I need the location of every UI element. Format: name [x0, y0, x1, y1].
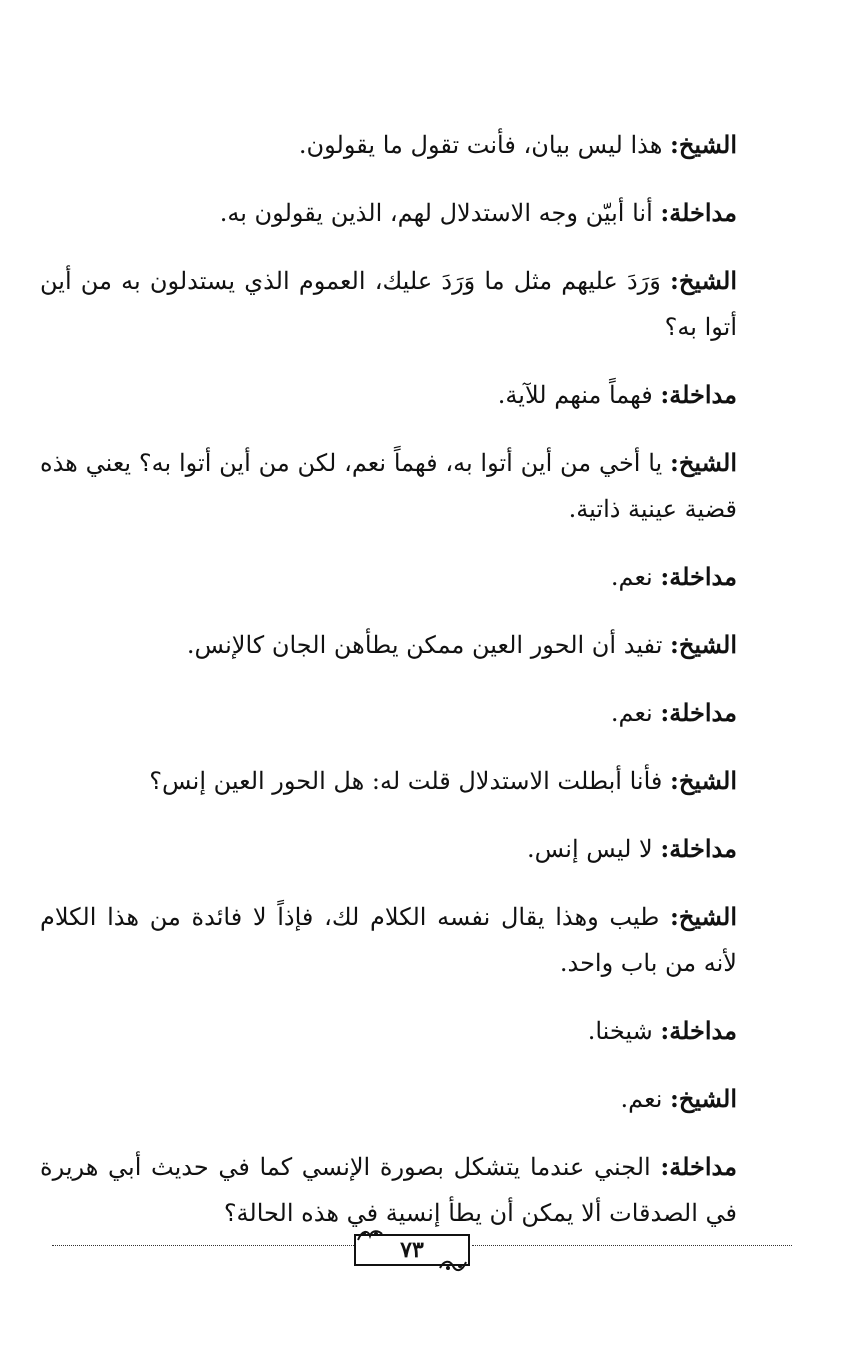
paragraph	[40, 894, 737, 986]
speaker-label: الشيخ:	[670, 902, 737, 931]
paragraph-text: لا ليس إنس.	[527, 835, 661, 863]
paragraph	[40, 690, 737, 736]
page-number-box	[354, 1234, 470, 1266]
speaker-label: الشيخ:	[670, 766, 737, 795]
speaker-label: مداخلة:	[660, 198, 737, 227]
paragraph	[40, 1144, 737, 1236]
speaker-label: مداخلة:	[660, 698, 737, 727]
paragraph-text: فأنا أبطلت الاستدلال قلت له: هل الحور العين إنس؟	[149, 767, 671, 795]
paragraph-text: نعم.	[610, 563, 661, 591]
dialogue-text	[40, 122, 737, 1258]
page-number: ٧٣	[400, 1237, 424, 1263]
footer-divider-left	[52, 1245, 354, 1246]
page-footer	[52, 1232, 792, 1272]
paragraph-text: نعم.	[620, 1085, 671, 1113]
speaker-label: مداخلة:	[660, 1152, 737, 1181]
paragraph-text: تفيد أن الحور العين ممكن يطأهن الجان كالإنس.	[186, 631, 671, 659]
paragraph	[40, 554, 737, 600]
paragraph	[40, 372, 737, 418]
paragraph	[40, 122, 737, 168]
speaker-label: مداخلة:	[660, 380, 737, 409]
paragraph-text: طيب وهذا يقال نفسه الكلام لك، فإذاً لا فائدة من هذا الكلام لأنه من باب واحد.	[40, 903, 737, 977]
paragraph	[40, 622, 737, 668]
speaker-label: الشيخ:	[670, 130, 737, 159]
paragraph	[40, 258, 737, 350]
speaker-label: الشيخ:	[670, 448, 737, 477]
paragraph-text: فهماً منهم للآية.	[497, 381, 661, 409]
speaker-label: الشيخ:	[670, 630, 737, 659]
speaker-label: مداخلة:	[660, 1016, 737, 1045]
paragraph	[40, 758, 737, 804]
speaker-label: الشيخ:	[670, 266, 737, 295]
footer-divider-right	[472, 1245, 792, 1246]
corner-ornament-icon	[438, 1258, 468, 1274]
paragraph-text: شيخنا.	[587, 1017, 661, 1045]
paragraph-text: وَرَدَ عليهم مثل ما وَرَدَ عليك، العموم الذي يستدلون به من أين أتوا به؟	[40, 267, 737, 341]
paragraph	[40, 826, 737, 872]
paragraph	[40, 190, 737, 236]
paragraph-text: الجني عندما يتشكل بصورة الإنسي كما في حديث أبي هريرة في الصدقات ألا يمكن أن يطأ إنسية في هذه الحالة؟	[40, 1153, 737, 1227]
speaker-label: مداخلة:	[660, 834, 737, 863]
paragraph-text: يا أخي من أين أتوا به، فهماً نعم، لكن من أين أتوا به؟ يعني هذه قضية عينية ذاتية.	[40, 449, 737, 523]
speaker-label: الشيخ:	[670, 1084, 737, 1113]
paragraph-text: نعم.	[610, 699, 661, 727]
corner-ornament-icon	[356, 1228, 384, 1244]
paragraph	[40, 1008, 737, 1054]
speaker-label: مداخلة:	[660, 562, 737, 591]
paragraph	[40, 1076, 737, 1122]
paragraph	[40, 440, 737, 532]
paragraph-text: هذا ليس بيان، فأنت تقول ما يقولون.	[298, 131, 671, 159]
paragraph-text: أنا أبيّن وجه الاستدلال لهم، الذين يقولون به.	[219, 199, 661, 227]
